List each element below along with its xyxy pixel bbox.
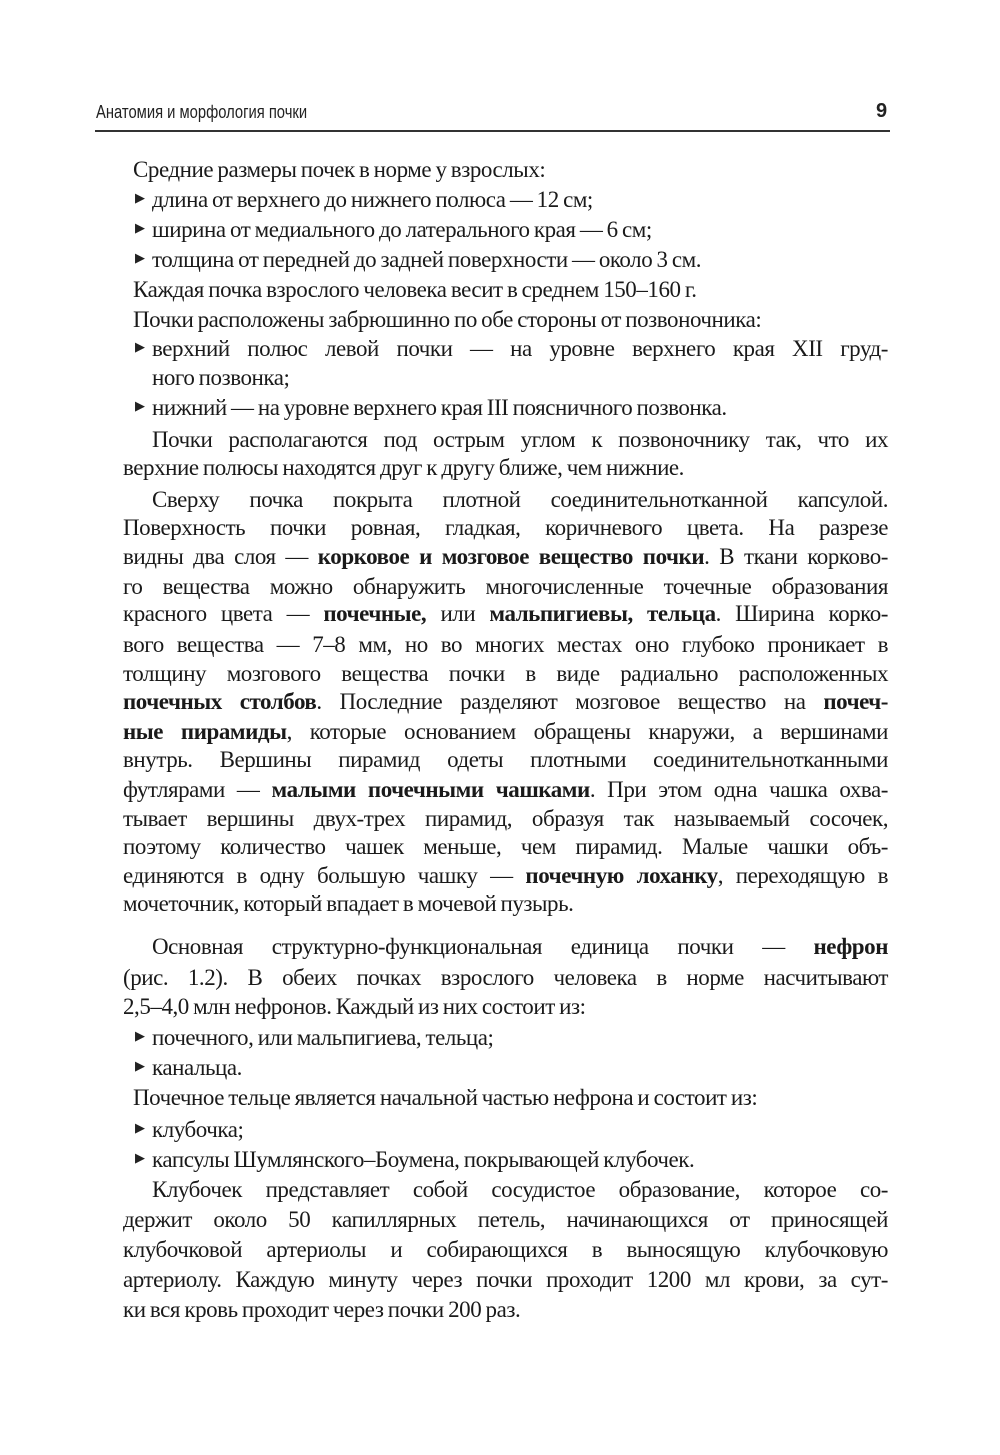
- text-line: [152, 245, 701, 274]
- page-number: 9: [876, 100, 888, 122]
- text-run: Почки располагаются под острым углом к позвоночнику так, что их: [152, 427, 888, 452]
- text-line: [152, 393, 727, 422]
- bullet-arrow-icon: ▶: [135, 251, 145, 266]
- bold-term: почечные,: [323, 601, 427, 626]
- text-run: Основная структурно-функциональная единица почки —: [152, 934, 814, 959]
- text-line: [152, 932, 888, 961]
- text-line: [123, 687, 888, 716]
- text-line: [123, 1205, 888, 1234]
- text-run: нижний — на уровне верхнего края III поясничного позвонка.: [152, 395, 727, 420]
- text-run: толщину мозгового вещества почки в виде радиально расположенных: [123, 661, 888, 686]
- header-rule: [95, 130, 890, 132]
- text-run: единяются в одну большую чашку —: [123, 863, 526, 888]
- bold-term: корковое и мозговое вещество почки: [317, 544, 705, 569]
- text-line: [123, 630, 888, 659]
- text-line: [123, 542, 888, 571]
- text-line: [123, 717, 888, 746]
- bold-term: мальпигиевы, тельца: [489, 601, 716, 626]
- text-line: [123, 1295, 520, 1324]
- text-line: [123, 453, 684, 482]
- text-line: [152, 185, 593, 214]
- bullet-arrow-icon: ▶: [135, 1059, 145, 1074]
- text-line: [152, 1023, 494, 1052]
- text-run: капсулы Шумлянского–Боумена, покрывающей клубочек.: [152, 1147, 695, 1172]
- text-run: почечного, или мальпигиева, тельца;: [152, 1025, 494, 1050]
- text-line: [152, 1175, 888, 1204]
- text-run: канальца.: [152, 1055, 242, 1080]
- bullet-arrow-icon: ▶: [135, 399, 145, 414]
- text-run: ки вся кровь проходит через почки 200 раз.: [123, 1297, 521, 1322]
- text-line: [123, 599, 888, 628]
- text-run: (рис. 1.2). В обеих почках взрослого человека в норме насчитывают: [123, 965, 888, 990]
- text-run: клубочка;: [152, 1117, 244, 1142]
- text-run: мочеточник, который впадает в мочевой пузырь.: [123, 891, 574, 916]
- text-run: верхний полюс левой почки — на уровне верхнего края XII груд-: [152, 336, 888, 361]
- text-line: [133, 305, 761, 334]
- text-run: Почки расположены забрюшинно по обе стороны от позвоночника:: [133, 307, 762, 332]
- text-run: , которые основанием обращены кнаружи, а вершинами: [286, 719, 888, 744]
- text-line: [123, 513, 888, 542]
- text-run: красного цвета —: [123, 601, 324, 626]
- text-run: Поверхность почки ровная, гладкая, коричневого цвета. На разрезе: [123, 515, 888, 540]
- bold-term: почеч-: [823, 689, 889, 714]
- text-line: [123, 963, 888, 992]
- bold-term: нефрон: [813, 934, 888, 959]
- text-line: [123, 832, 888, 861]
- text-line: [133, 155, 545, 184]
- bold-term: ные пирамиды: [123, 719, 287, 744]
- bullet-arrow-icon: ▶: [135, 191, 145, 206]
- text-run: или: [426, 601, 490, 626]
- text-run: Клубочек представляет собой сосудистое образование, которое со-: [152, 1177, 888, 1202]
- bullet-arrow-icon: ▶: [135, 1121, 145, 1136]
- running-header-title: Анатомия и морфология почки: [96, 102, 308, 122]
- text-run: поэтому количество чашек меньше, чем пирамид. Малые чашки объ-: [123, 834, 888, 859]
- text-line: [152, 1145, 694, 1174]
- text-line: [152, 1115, 243, 1144]
- text-line: [123, 745, 888, 774]
- text-line: [123, 775, 888, 804]
- text-line: [123, 659, 888, 688]
- text-line: [123, 861, 888, 890]
- bold-term: почечную лоханку: [525, 863, 718, 888]
- text-run: футлярами —: [123, 777, 272, 802]
- text-run: внутрь. Вершины пирамид одеты плотными соединительнотканными: [123, 747, 888, 772]
- text-run: верхние полюсы находятся друг к другу ближе, чем нижние.: [123, 455, 684, 480]
- text-run: . Последние разделяют мозговое вещество на: [316, 689, 824, 714]
- text-line: [123, 992, 586, 1021]
- text-run: ширина от медиального до латерального края — 6 см;: [152, 217, 652, 242]
- text-run: держит около 50 капиллярных петель, начинающихся от приносящей: [123, 1207, 888, 1232]
- text-run: . При этом одна чашка охва-: [589, 777, 888, 802]
- bullet-arrow-icon: ▶: [135, 1029, 145, 1044]
- text-run: ного позвонка;: [152, 365, 290, 390]
- text-run: , переходящую в: [717, 863, 888, 888]
- text-run: Сверху почка покрыта плотной соединительнотканной капсулой.: [152, 487, 888, 512]
- text-run: . В ткани корково-: [704, 544, 888, 569]
- text-line: [123, 889, 573, 918]
- text-run: вого вещества — 7–8 мм, но во многих местах оно глубоко проникает в: [123, 632, 888, 657]
- text-run: Средние размеры почек в норме у взрослых:: [133, 157, 546, 182]
- text-run: го вещества можно обнаружить многочисленные точечные образования: [123, 574, 888, 599]
- text-run: . Ширина корко-: [715, 601, 888, 626]
- text-line: [152, 425, 888, 454]
- text-run: тывает вершины двух-трех пирамид, образуя так называемый сосочек,: [123, 806, 888, 831]
- text-run: Каждая почка взрослого человека весит в среднем 150–160 г.: [133, 277, 697, 302]
- text-line: [152, 215, 652, 244]
- text-run: длина от верхнего до нижнего полюса — 12 см;: [152, 187, 593, 212]
- bold-term: почечных столбов: [123, 689, 317, 714]
- text-run: видны два слоя —: [123, 544, 318, 569]
- text-line: [152, 1053, 242, 1082]
- text-line: [123, 572, 888, 601]
- text-line: [152, 334, 888, 363]
- bold-term: малыми почечными чашками: [271, 777, 590, 802]
- text-line: [152, 363, 289, 392]
- text-line: [133, 1083, 757, 1112]
- text-line: [123, 1265, 888, 1294]
- text-run: клубочковой артериолы и собирающихся в выносящую клубочковую: [123, 1237, 888, 1262]
- text-run: Почечное тельце является начальной частью нефрона и состоит из:: [133, 1085, 758, 1110]
- bullet-arrow-icon: ▶: [135, 1151, 145, 1166]
- bullet-arrow-icon: ▶: [135, 340, 145, 355]
- bullet-arrow-icon: ▶: [135, 221, 145, 236]
- text-run: артериолу. Каждую минуту через почки проходит 1200 мл крови, за сут-: [123, 1267, 888, 1292]
- text-run: 2,5–4,0 млн нефронов. Каждый из них состоит из:: [123, 994, 586, 1019]
- text-line: [123, 1235, 888, 1264]
- text-line: [152, 485, 888, 514]
- text-line: [123, 804, 888, 833]
- text-run: толщина от передней до задней поверхности — около 3 см.: [152, 247, 702, 272]
- text-line: [133, 275, 697, 304]
